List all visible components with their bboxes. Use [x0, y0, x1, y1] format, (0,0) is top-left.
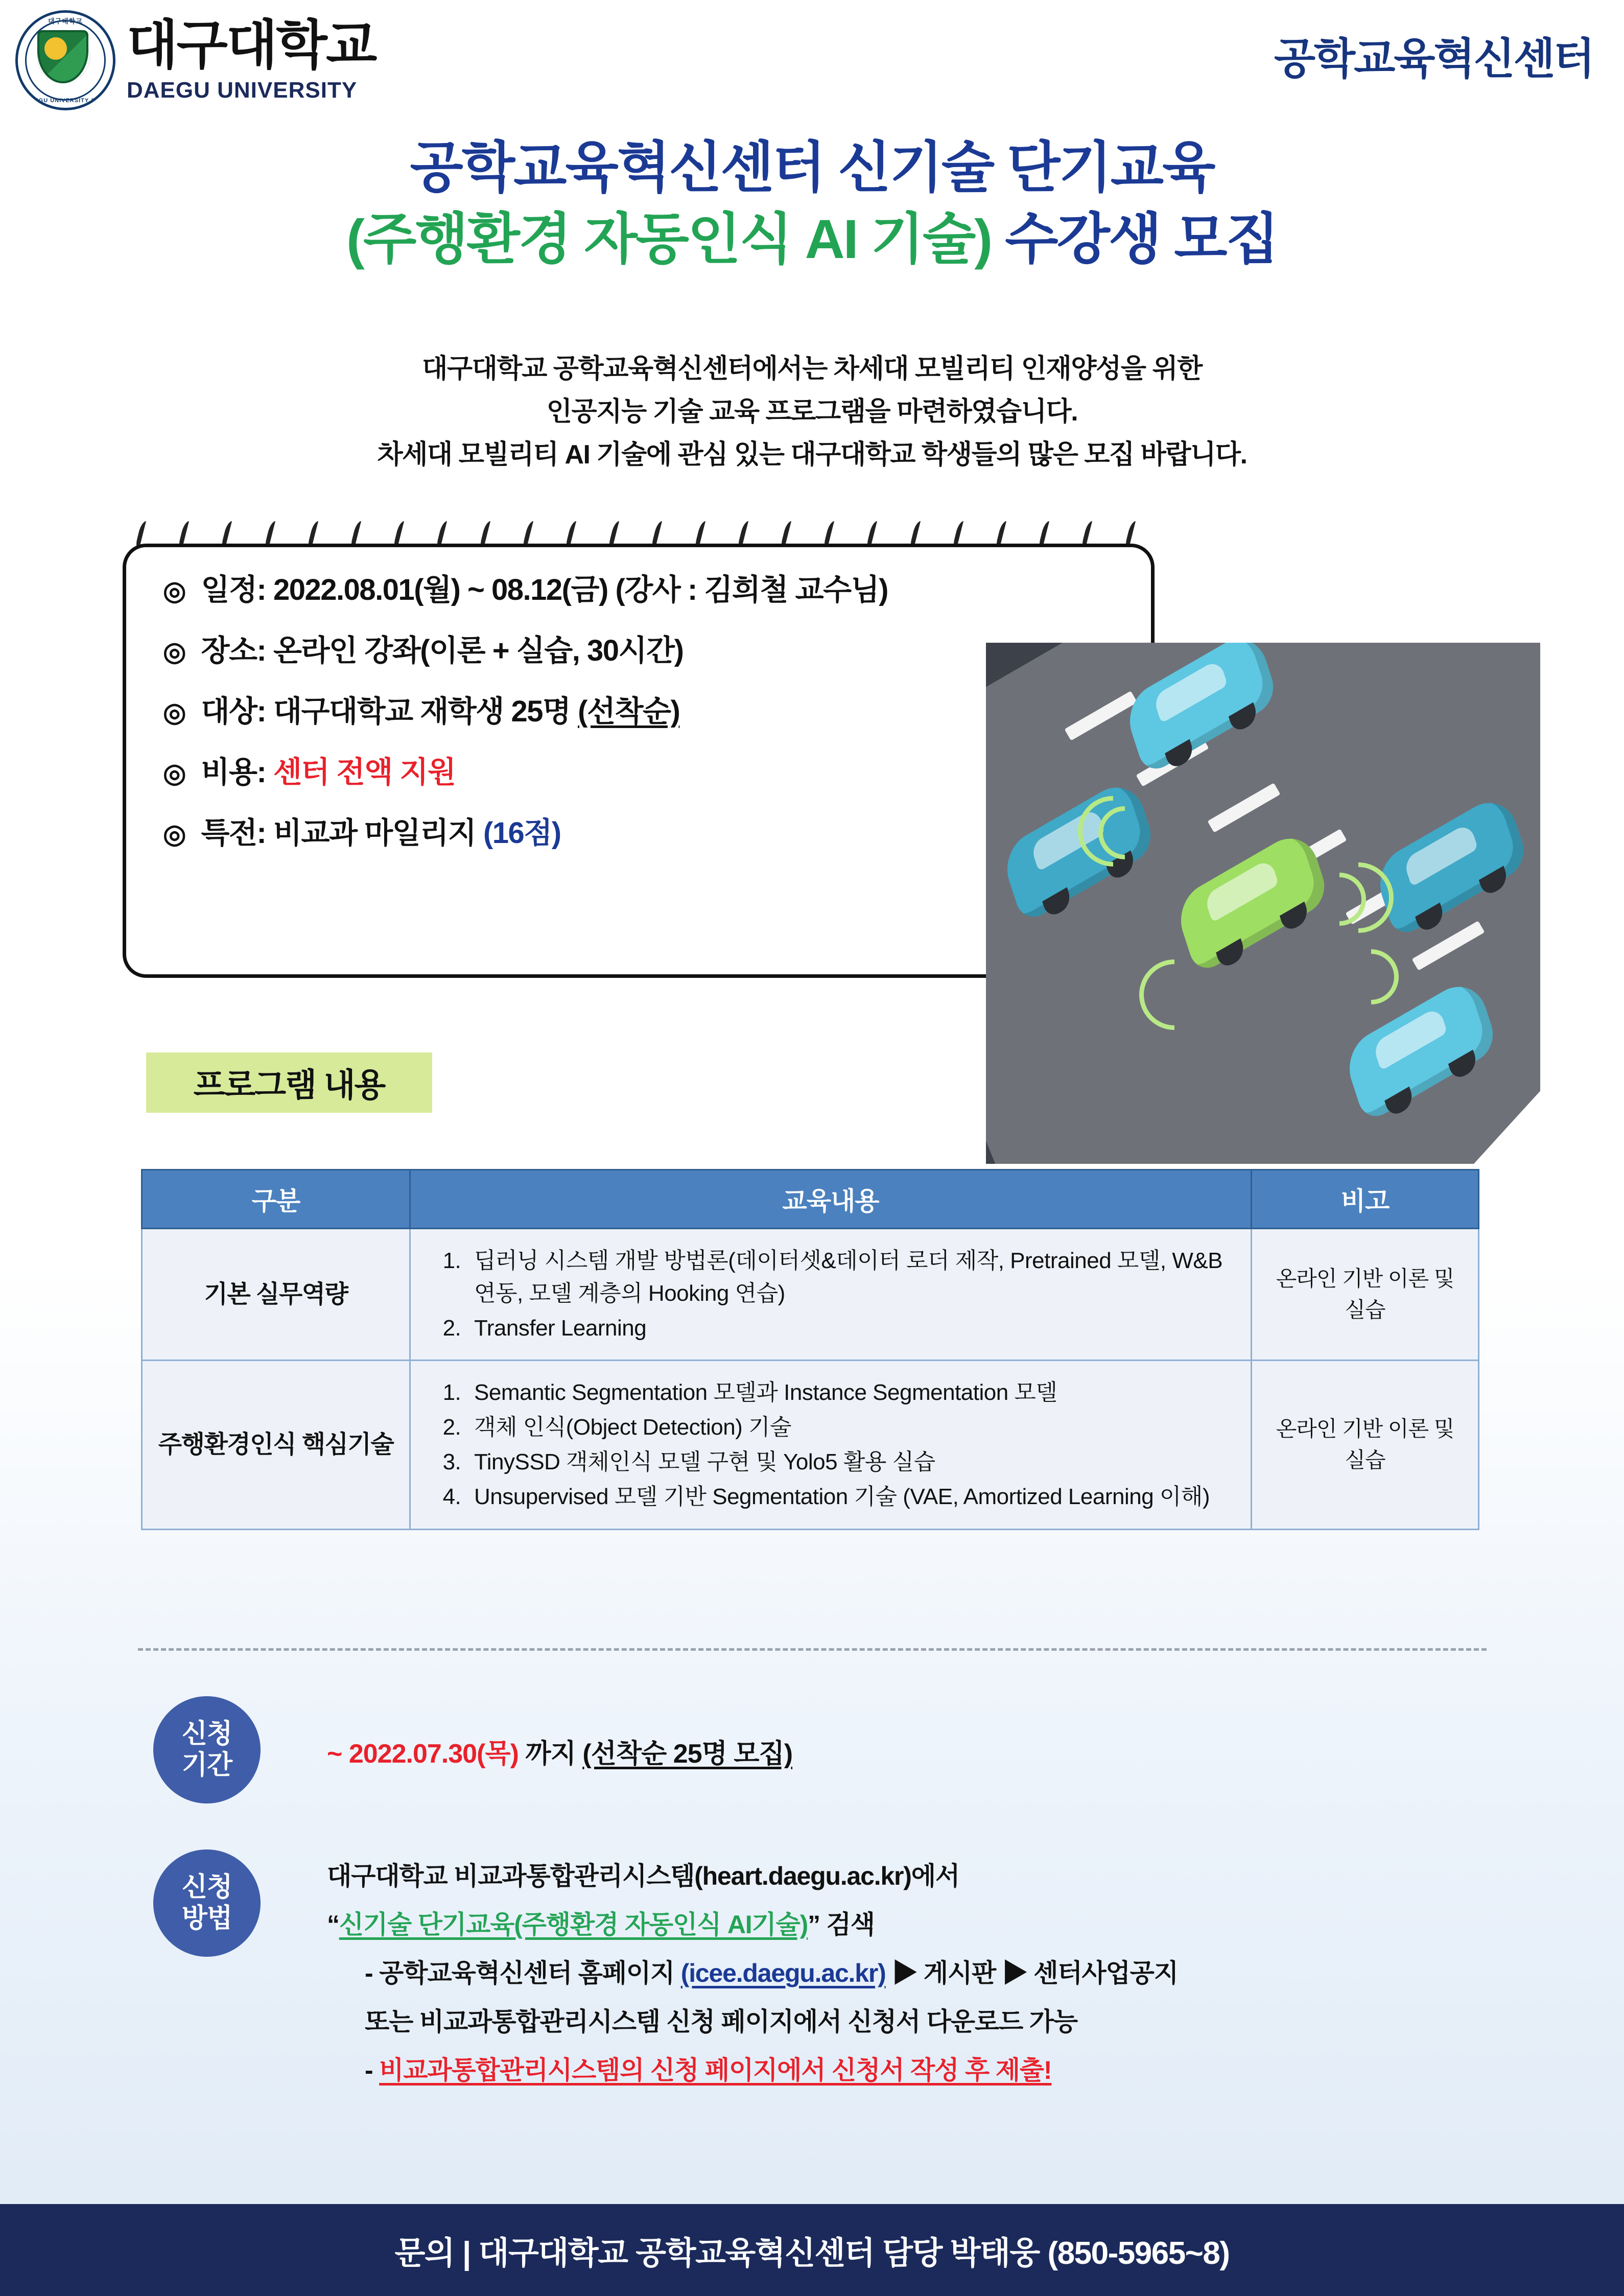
apply-method-line-5	[327, 2046, 1502, 2095]
quote-close-search: ” 검색	[808, 1910, 875, 1939]
apply-method-line-1: 대구대학교 비교과통합관리시스템(heart.daegu.ac.kr)에서	[327, 1862, 959, 1890]
intro-paragraph	[0, 347, 1624, 477]
logo-english-name: DAEGU UNIVERSITY	[127, 78, 358, 103]
content-list	[424, 1376, 1237, 1513]
page-title	[0, 134, 1624, 273]
table-row	[142, 1229, 1479, 1361]
dash-marker: -	[365, 2056, 373, 2084]
icee-homepage-link[interactable]: (icee.daegu.ac.kr)	[680, 1959, 886, 1987]
list-item: 3. TinySSD 객체인식 모델 구현 및 Yolo5 활용 실습	[467, 1446, 1237, 1479]
list-item: 1. Semantic Segmentation 모델과 Instance Segmentation 모델	[467, 1376, 1237, 1409]
apply-homepage-path: ▶ 게시판 ▶ 센터사업공지	[892, 1959, 1178, 1987]
info-label-cost: 비용:	[201, 755, 266, 789]
apply-method-line-4: 또는 비교과통합관리시스템 신청 페이지에서 신청서 다운로드 가능	[365, 2007, 1077, 2036]
apply-submit-notice: 비교과통합관리시스템의 신청 페이지에서 신청서 작성 후 제출!	[379, 2056, 1052, 2084]
quote-open: “	[327, 1910, 339, 1939]
list-item: 4. Unsupervised 모델 기반 Segmentation 기술 (VAE, Amortized Learning 이해)	[467, 1481, 1237, 1513]
info-value-target: 대구대학교 재학생 25명	[273, 694, 571, 728]
list-item: 1. 딥러닝 시스템 개발 방법론(데이터셋&데이터 로더 제작, Pretrained 모델, W&B 연동, 모델 계층의 Hooking 연습)	[467, 1245, 1237, 1310]
bullet-icon: ◎	[163, 637, 185, 667]
bullet-icon: ◎	[163, 819, 185, 849]
info-value-schedule: 2022.08.01(월) ~ 08.12(금) (강사 : 김희철 교수님)	[273, 573, 888, 606]
apply-period-badge	[153, 1696, 261, 1803]
logo-korean-name: 대구대학교	[127, 16, 376, 75]
badge-line-2: 기간	[181, 1750, 232, 1780]
info-value-cost: 센터 전액 지원	[273, 755, 456, 789]
apply-deadline: ~ 2022.07.30(목)	[327, 1739, 519, 1769]
info-label-schedule: 일정:	[201, 573, 266, 606]
info-row-place	[163, 636, 1120, 667]
content-list	[424, 1245, 1237, 1344]
info-label-target: 대상:	[201, 694, 266, 728]
emblem-ring-text-top: 대구대학교	[48, 17, 83, 25]
row-category-core: 주행환경인식 핵심기술	[142, 1361, 410, 1529]
column-header-note: 비고	[1252, 1170, 1479, 1229]
header	[0, 0, 1624, 122]
info-label-place: 장소:	[201, 634, 266, 667]
apply-quota-note: (선착순 25명 모집)	[582, 1739, 793, 1769]
center-name: 공학교육혁신센터	[1274, 35, 1593, 83]
intro-line-3: 차세대 모빌리티 AI 기술에 관심 있는 대구대학교 학생들의 많은 모집 바랍니다.	[377, 440, 1247, 470]
info-row-cost	[163, 757, 1120, 788]
emblem-ring-text-bottom: DAEGU UNIVERSITY 1956	[25, 98, 106, 104]
info-row-target	[163, 696, 1120, 728]
bullet-icon: ◎	[163, 576, 185, 606]
apply-method-badge	[153, 1849, 261, 1957]
section-divider	[138, 1648, 1487, 1651]
row-note-core: 온라인 기반 이론 및 실습	[1252, 1361, 1479, 1529]
footer-contact: 문의 | 대구대학교 공학교육혁신센터 담당 박태웅 (850-5965~8)	[0, 2204, 1624, 2296]
row-note-basic: 온라인 기반 이론 및 실습	[1252, 1229, 1479, 1361]
title-line-2	[0, 205, 1624, 273]
row-category-basic: 기본 실무역량	[142, 1229, 410, 1361]
info-value-place: 온라인 강좌(이론 + 실습, 30시간)	[273, 634, 684, 667]
info-value-target-note: (선착순)	[578, 694, 680, 728]
info-row-benefit	[163, 818, 1120, 849]
title-line-2-blue: 수강생 모집	[1005, 207, 1278, 270]
program-table	[141, 1169, 1479, 1530]
autonomous-driving-illustration	[986, 643, 1540, 1164]
logo-wordmark	[127, 16, 376, 103]
info-row-schedule	[163, 575, 1120, 606]
university-emblem-icon	[15, 10, 115, 110]
column-header-category: 구분	[142, 1170, 410, 1229]
badge-line-2: 방법	[181, 1904, 232, 1933]
apply-search-keyword: 신기술 단기교육(주행환경 자동인식 AI기술)	[339, 1910, 808, 1939]
intro-line-2: 인공지능 기술 교육 프로그램을 마련하였습니다.	[546, 397, 1078, 427]
bullet-icon: ◎	[163, 697, 185, 728]
info-label-benefit: 특전:	[201, 816, 266, 850]
intro-line-1: 대구대학교 공학교육혁신센터에서는 차세대 모빌리티 인재양성을 위한	[422, 354, 1202, 384]
info-value-benefit-points: (16점)	[483, 816, 561, 850]
row-content-basic	[410, 1229, 1252, 1361]
title-line-1: 공학교육혁신센터 신기술 단기교육	[410, 136, 1214, 198]
column-header-content: 교육내용	[410, 1170, 1252, 1229]
apply-method-line-3	[327, 1949, 1502, 1998]
info-value-benefit: 비교과 마일리지	[273, 816, 476, 850]
apply-deadline-suffix: 까지	[525, 1739, 576, 1769]
university-logo	[10, 7, 388, 113]
badge-line-1: 신청	[181, 1719, 232, 1749]
list-item: 2. 객체 인식(Object Detection) 기술	[467, 1411, 1237, 1444]
program-section-label: 프로그램 내용	[146, 1052, 432, 1113]
list-item: 2. Transfer Learning	[467, 1312, 1237, 1345]
badge-line-1: 신청	[181, 1872, 232, 1902]
apply-period-text	[327, 1732, 792, 1770]
table-row	[142, 1361, 1479, 1529]
title-line-2-green: (주행환경 자동인식 AI 기술)	[346, 207, 992, 270]
apply-homepage-label: - 공학교육혁신센터 홈페이지	[365, 1959, 675, 1987]
bullet-icon: ◎	[163, 758, 185, 788]
apply-method-line-2	[327, 1901, 1502, 1949]
table-header-row	[142, 1170, 1479, 1229]
row-content-core	[410, 1361, 1252, 1529]
apply-method-body	[327, 1852, 1502, 2095]
